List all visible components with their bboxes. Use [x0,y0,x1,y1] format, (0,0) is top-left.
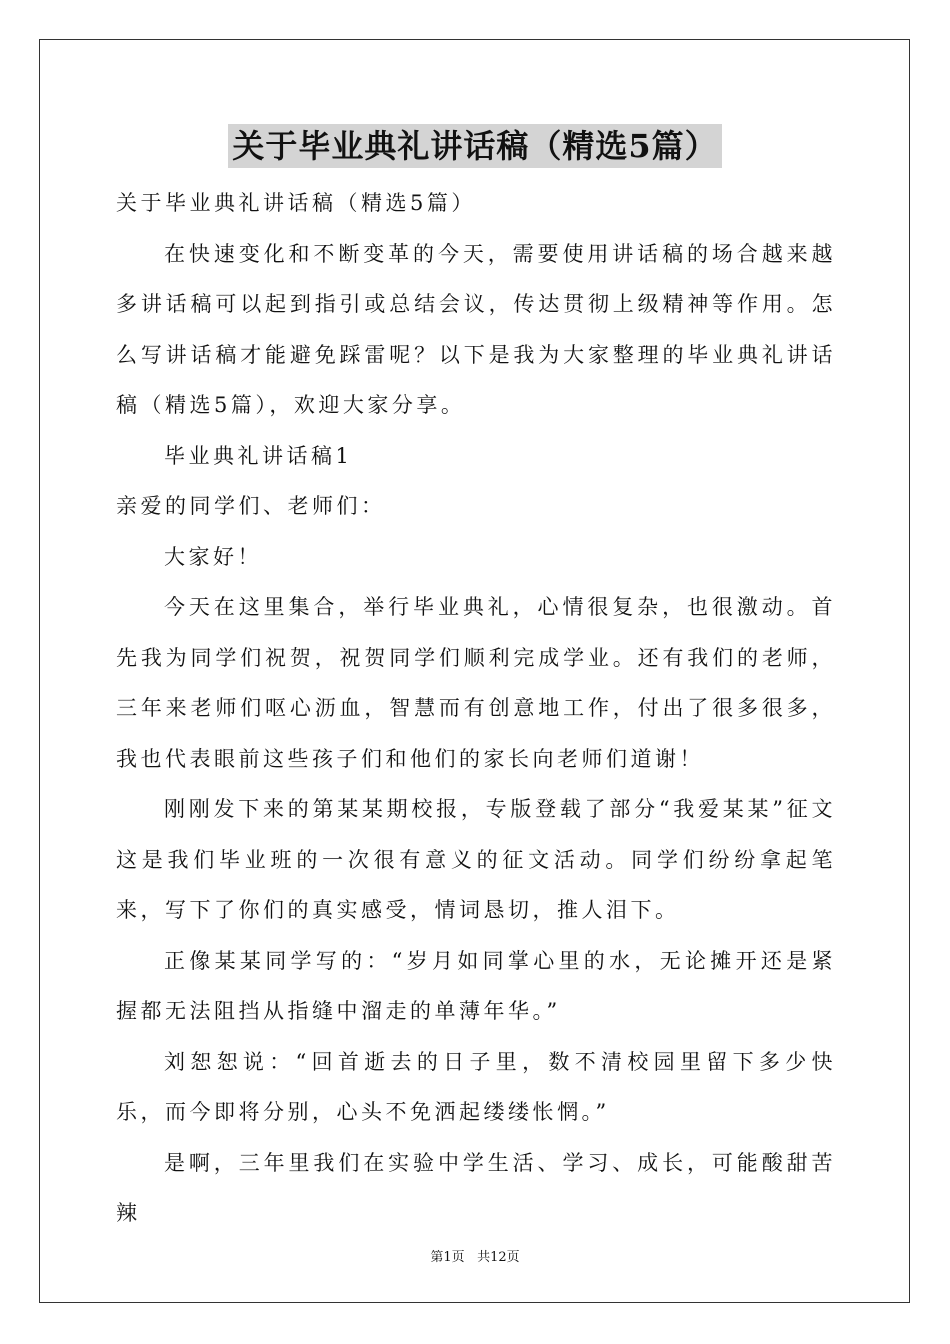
paragraph: 今天在这里集合，举行毕业典礼，心情很复杂，也很激动。首先我为同学们祝贺，祝贺同学们顺利完成学业。还有我们的老师，三年来老师们呕心沥血，智慧而有创意地工作，付出了很多很多，我也代表眼前这些孩子们和他们的家长向老师们道谢！ [116,595,836,771]
paragraph: 在快速变化和不断变革的今天，需要使用讲话稿的场合越来越多讲话稿可以起到指引或总结会议，传达贯彻上级精神等作用。怎么写讲话稿才能避免踩雷呢？以下是我为大家整理的毕业典礼讲话稿（精选5篇），欢迎大家分享。 [116,241,836,417]
document-body [116,178,836,1239]
paragraph: 是啊，三年里我们在实验中学生活、学习、成长，可能酸甜苦辣 [116,1150,836,1225]
paragraph: 刘恕恕说：“回首逝去的日子里，数不清校园里留下多少快乐，而今即将分别，心头不免洒起缕缕怅惘。” [116,1049,836,1124]
paragraph: 正像某某同学写的：“岁月如同掌心里的水，无论摊开还是紧握都无法阻挡从指缝中溜走的单薄年华。” [116,948,836,1023]
section-heading: 毕业典礼讲话稿1 [164,443,353,468]
salutation: 亲爱的同学们、老师们： [116,494,386,518]
page-total: 共12页 [477,1250,520,1265]
paragraph: 关于毕业典礼讲话稿（精选5篇） [116,191,476,215]
document-title: 关于毕业典礼讲话稿（精选5篇） [228,124,721,168]
paragraph: 刚刚发下来的第某某期校报，专版登载了部分“我爱某某”征文这是我们毕业班的一次很有意义的征文活动。同学们纷纷拿起笔来，写下了你们的真实感受，情词恳切，推人泪下。 [116,797,836,922]
page-number: 第1页 [430,1250,465,1265]
greeting: 大家好！ [164,544,262,569]
title-container [0,124,950,168]
page-footer [0,1249,950,1267]
